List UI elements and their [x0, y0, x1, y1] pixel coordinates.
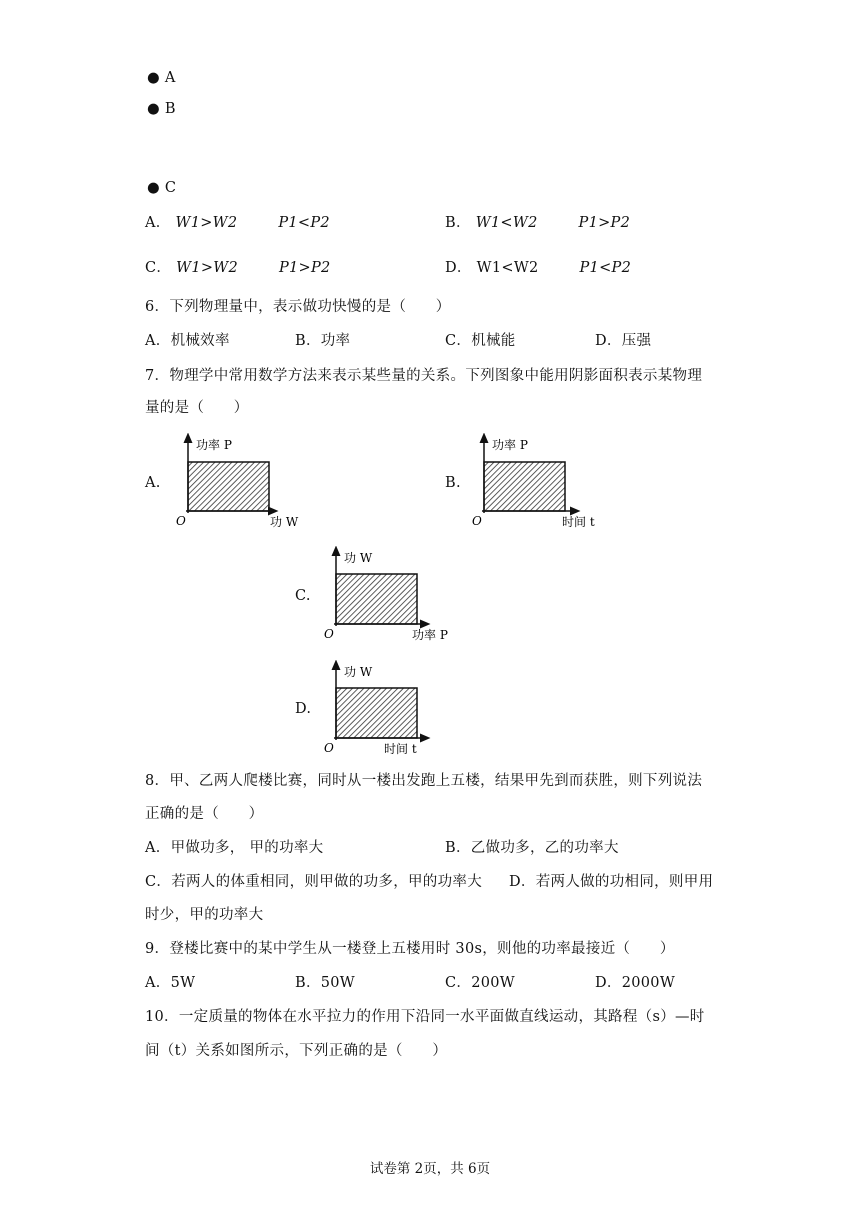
option-power: P1>P2	[578, 215, 631, 231]
q6-option-d[interactable]: D．压强	[595, 333, 652, 349]
option-work: W1<W2	[475, 215, 538, 231]
q10-question-line2: 间（t）关系如图所示，下列正确的是（ ）	[145, 1043, 448, 1059]
graph-c-label[interactable]: C.	[295, 588, 311, 604]
q6-question: 6．下列物理量中，表示做功快慢的是（ ）	[145, 299, 451, 315]
option-label: C．	[145, 260, 172, 276]
option-power: P1<P2	[579, 260, 632, 276]
q9-option-d[interactable]: D．2000W	[595, 975, 676, 991]
q8-question-line1: 8．甲、乙两人爬楼比赛，同时从一楼出发跑上五楼，结果甲先到而获胜，则下列说法	[145, 773, 703, 789]
y-axis-label: 功 W	[344, 551, 373, 565]
x-axis-label: 功 W	[270, 515, 299, 529]
graph-b-label[interactable]: B.	[445, 475, 461, 491]
graph-a-label[interactable]: A.	[145, 475, 161, 491]
option-label: B．	[445, 215, 471, 231]
q8-option-d[interactable]: D．若两人做的功相同，则甲用	[509, 874, 714, 890]
q6-option-c[interactable]: C．机械能	[445, 333, 516, 349]
y-axis-label: 功率 P	[196, 438, 232, 452]
q5-option-b[interactable]	[445, 213, 630, 233]
shaded-area	[336, 574, 417, 624]
origin-label: O	[324, 741, 334, 755]
origin-label: O	[472, 514, 482, 528]
q8-option-c[interactable]: C．若两人的体重相同，则甲做的功多，甲的功率大	[145, 874, 482, 890]
x-axis-label: 功率 P	[412, 628, 448, 642]
bullet-b: ● B	[147, 101, 176, 117]
q5-option-d[interactable]	[445, 258, 631, 278]
q8-option-d-continued: 时少，甲的功率大	[145, 907, 264, 923]
graph-b	[466, 433, 606, 533]
option-label: A．	[145, 215, 171, 231]
q8-question-line2: 正确的是（ ）	[145, 806, 264, 822]
option-power: P1>P2	[278, 260, 331, 276]
bullet-a: ● A	[147, 70, 176, 86]
bullet-c: ● C	[147, 180, 177, 196]
q6-option-a[interactable]: A．机械效率	[145, 333, 230, 349]
shaded-area	[484, 462, 565, 511]
q5-option-c[interactable]	[145, 258, 331, 278]
q6-option-b[interactable]: B．功率	[295, 333, 351, 349]
q10-question-line1: 10．一定质量的物体在水平拉力的作用下沿同一水平面做直线运动，其路程（s）—时	[145, 1009, 705, 1025]
page-footer: 试卷第 2页，共 6页	[369, 1161, 491, 1177]
graph-a	[170, 433, 310, 533]
option-work: W1>W2	[176, 260, 239, 276]
shaded-area	[188, 462, 269, 511]
q8-option-b[interactable]: B．乙做功多，乙的功率大	[445, 840, 619, 856]
y-axis-label: 功率 P	[492, 438, 528, 452]
q9-option-c[interactable]: C．200W	[445, 975, 515, 991]
q9-option-a[interactable]: A．5W	[145, 975, 196, 991]
graph-d-label[interactable]: D.	[295, 701, 312, 717]
q9-option-b[interactable]: B．50W	[295, 975, 356, 991]
q7-question-line1: 7．物理学中常用数学方法来表示某些量的关系。下列图象中能用阴影面积表示某物理	[145, 368, 703, 384]
option-label: D．	[445, 260, 472, 276]
graph-c	[318, 546, 458, 646]
option-power: P1<P2	[278, 215, 330, 231]
origin-label: O	[324, 627, 334, 641]
x-axis-label: 时间 t	[562, 515, 595, 529]
q5-option-a[interactable]	[145, 213, 330, 233]
shaded-area	[336, 688, 417, 738]
q9-question: 9．登楼比赛中的某中学生从一楼登上五楼用时 30s，则他的功率最接近（ ）	[145, 941, 675, 957]
origin-label: O	[176, 514, 186, 528]
option-work: W1>W2	[175, 215, 238, 231]
x-axis-label: 时间 t	[384, 742, 417, 756]
graph-d	[318, 660, 458, 760]
q8-option-a[interactable]: A．甲做功多， 甲的功率大	[145, 840, 324, 856]
q7-question-line2: 量的是（ ）	[145, 400, 249, 416]
y-axis-label: 功 W	[344, 665, 373, 679]
option-work: W1<W2	[476, 260, 539, 276]
